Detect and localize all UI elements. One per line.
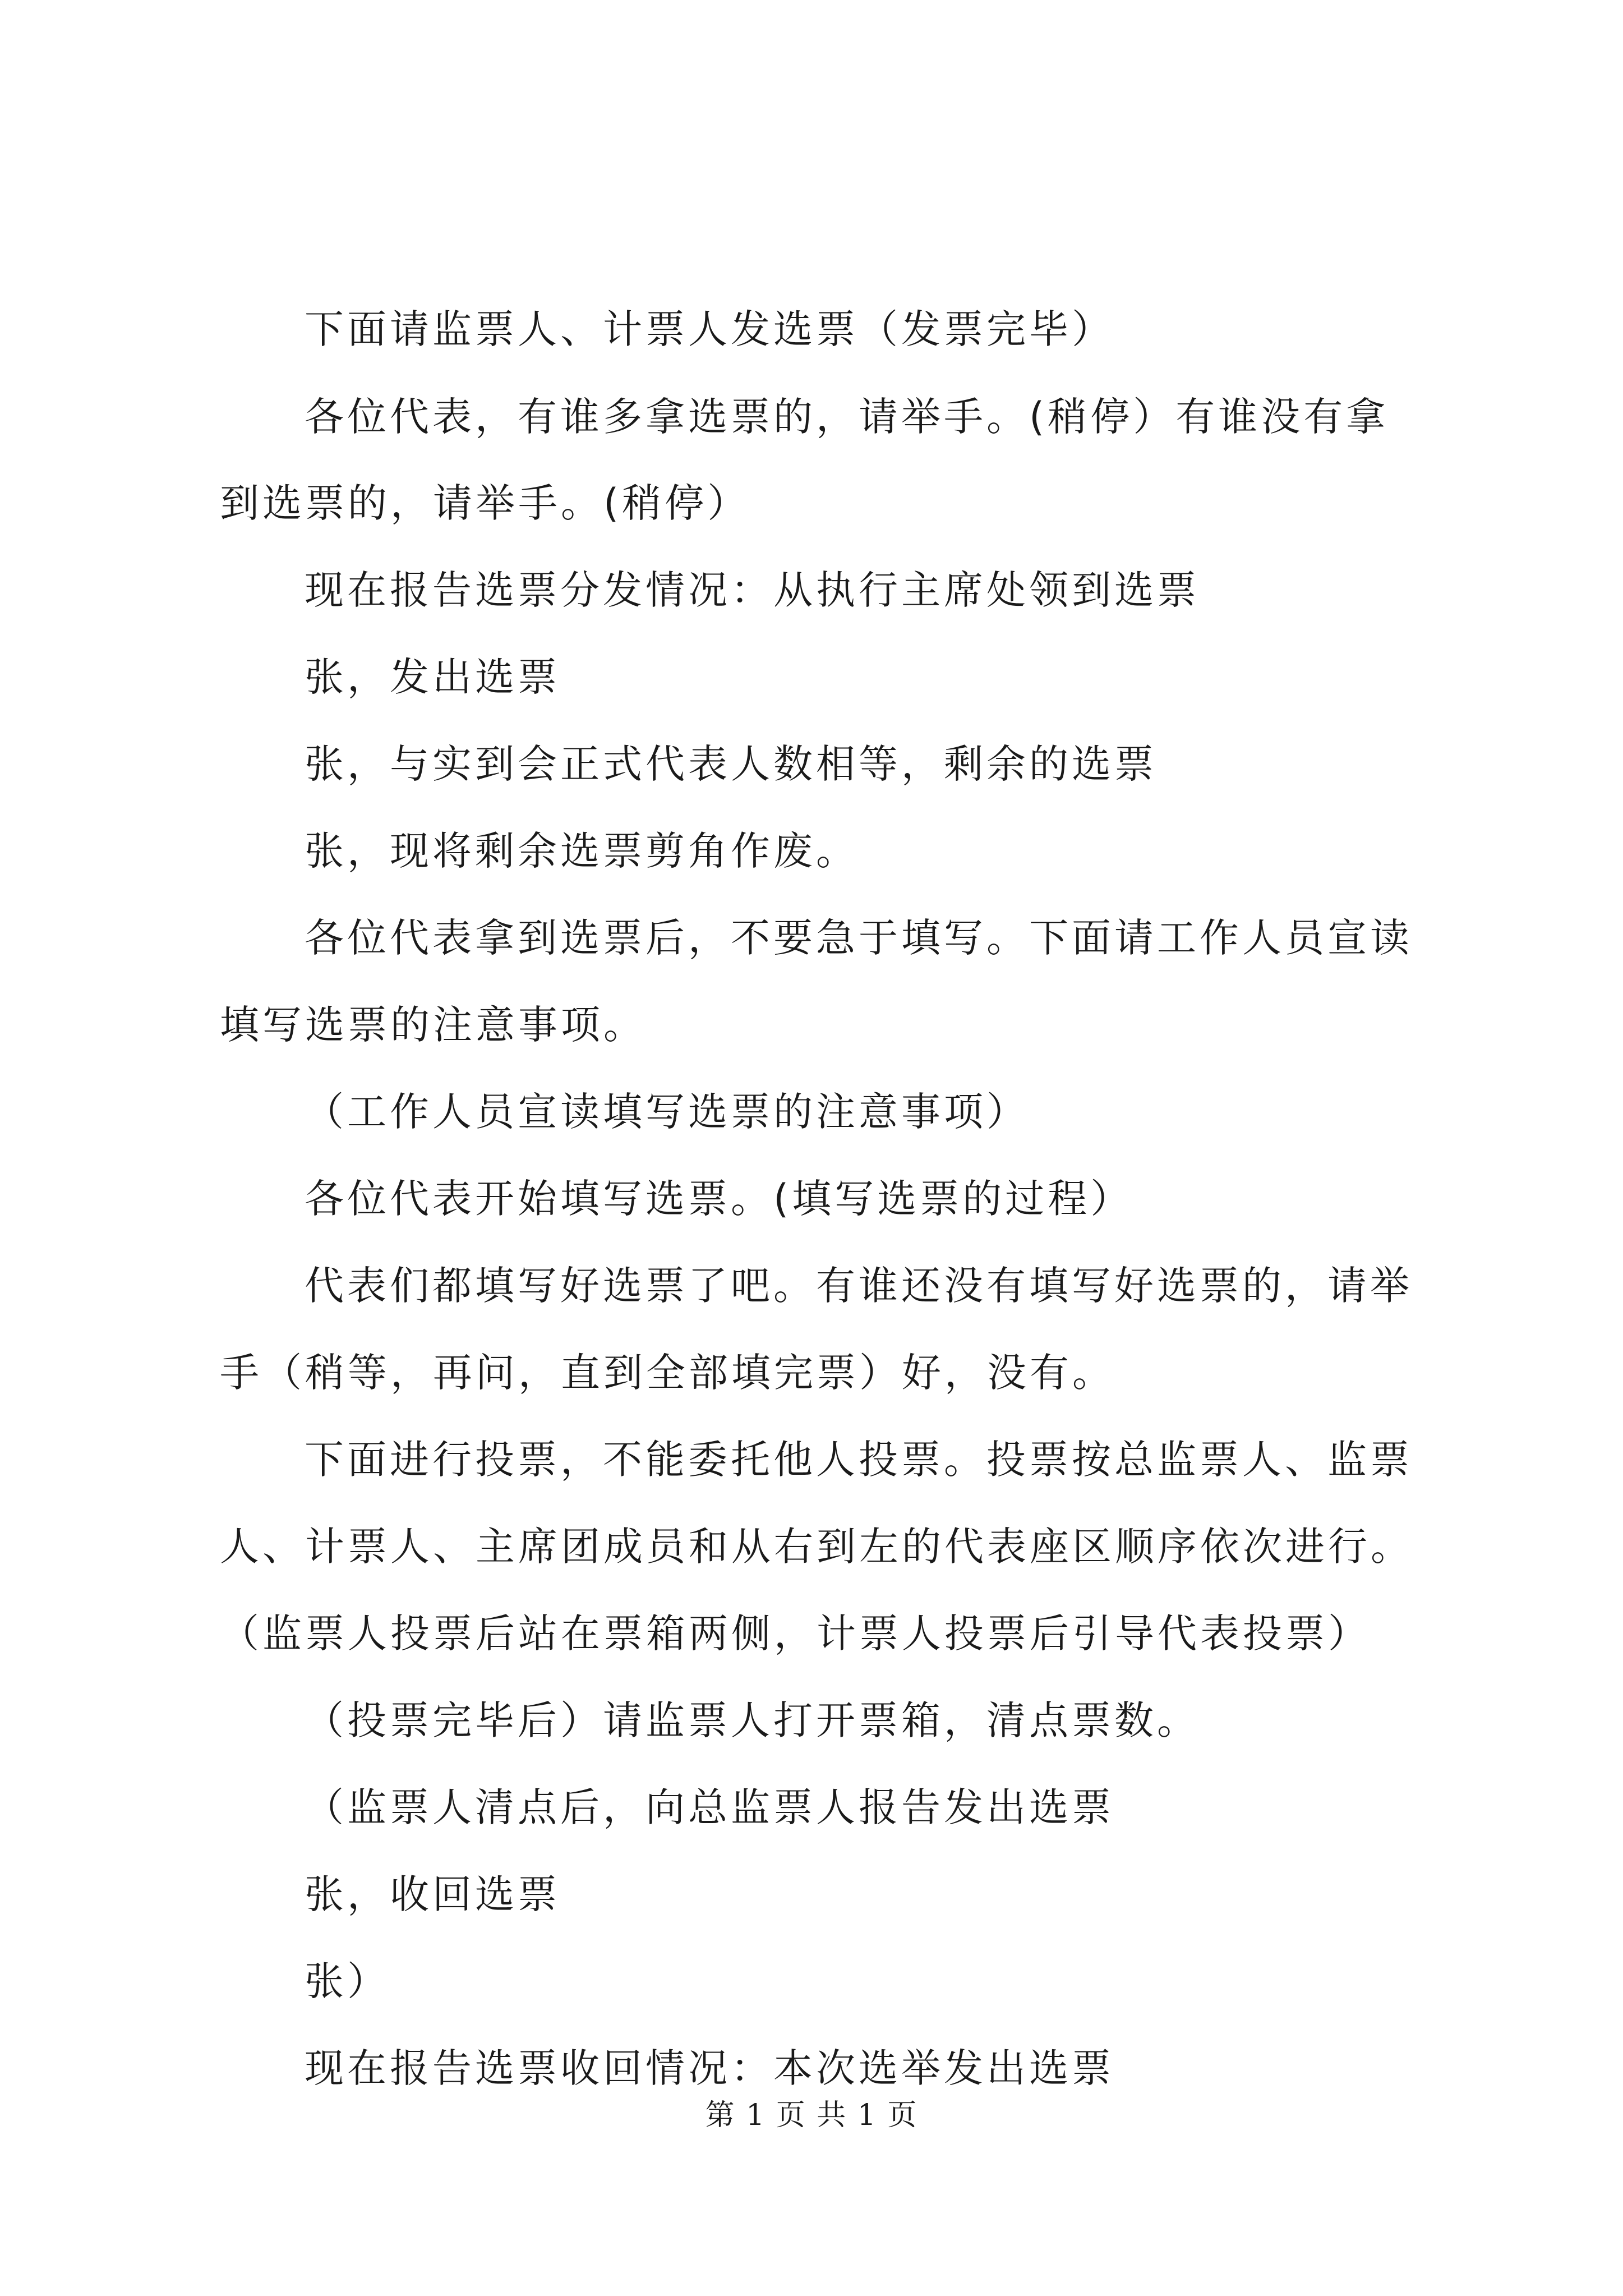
paragraph-line: 填写选票的注意事项。 [220,1002,646,1048]
paragraph-line: （投票完毕后）请监票人打开票箱，清点票数。 [305,1697,1200,1743]
paragraph-line: 代表们都填写好选票了吧。有谁还没有填写好选票的，请举 [305,1263,1413,1309]
paragraph-line: （监票人投票后站在票箱两侧，计票人投票后引导代表投票） [220,1611,1371,1657]
paragraph-line: 下面进行投票，不能委托他人投票。投票按总监票人、监票 [305,1437,1413,1483]
paragraph-line: （监票人清点后，向总监票人报告发出选票 [305,1784,1114,1830]
paragraph-line: 张） [305,1958,390,2004]
paragraph-line: 现在报告选票分发情况：从执行主席处领到选票 [305,567,1200,613]
paragraph-line: 人、计票人、主席团成员和从右到左的代表座区顺序依次进行。 [220,1524,1413,1570]
paragraph-line: 手（稍等，再问，直到全部填完票）好，没有。 [220,1350,1115,1396]
paragraph-line: 张，收回选票 [305,1871,560,1917]
page-footer: 第 1 页 共 1 页 [705,2099,918,2132]
paragraph-line: 到选票的，请举手。(稍停） [220,480,750,526]
paragraph-line: 张，发出选票 [305,654,560,700]
paragraph-line: （工作人员宣读填写选票的注意事项） [305,1089,1029,1135]
paragraph-line: 各位代表拿到选票后，不要急于填写。下面请工作人员宣读 [305,915,1413,961]
paragraph-line: 各位代表，有谁多拿选票的，请举手。(稍停）有谁没有拿 [305,394,1389,440]
paragraph-line: 各位代表开始填写选票。(填写选票的过程） [305,1176,1133,1222]
paragraph-line: 下面请监票人、计票人发选票（发票完毕） [305,306,1114,352]
paragraph-line: 现在报告选票收回情况：本次选举发出选票 [305,2045,1114,2091]
paragraph-line: 张，现将剩余选票剪角作废。 [305,828,859,874]
paragraph-line: 张，与实到会正式代表人数相等，剩余的选票 [305,741,1157,787]
